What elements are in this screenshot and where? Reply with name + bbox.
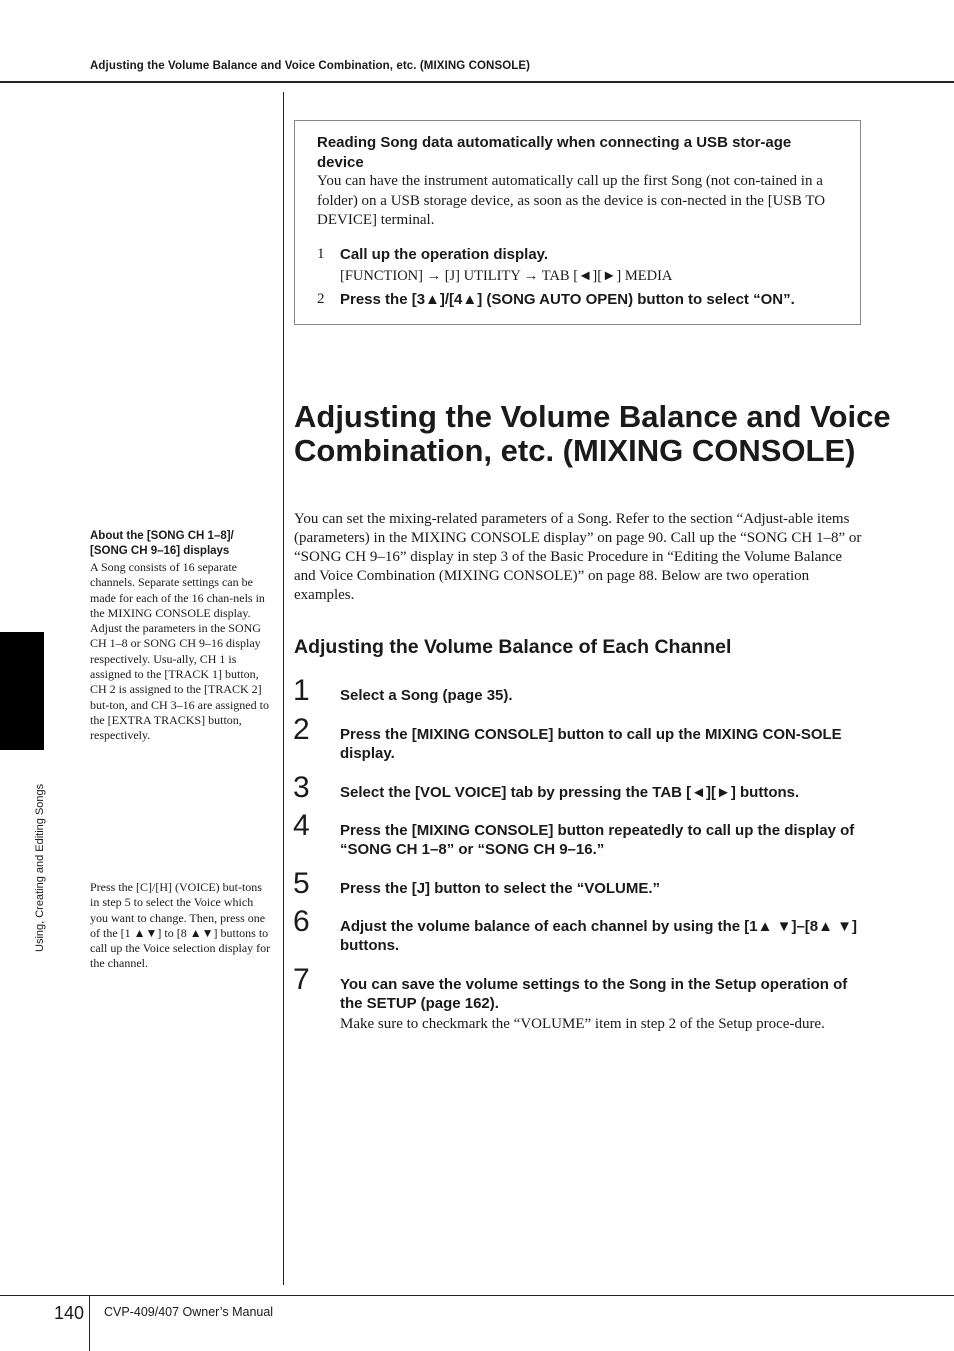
note-box-step-number: 2 (317, 291, 325, 307)
page-number: 140 (54, 1303, 85, 1323)
chapter-tab-label: Using, Creating and Editing Songs (34, 783, 46, 952)
note-box-step-text: Press the [3▲]/[4▲] (SONG AUTO OPEN) button to select “ON”. (340, 291, 795, 308)
subsection-heading: Adjusting the Volume Balance of Each Channel (294, 636, 732, 658)
footer-rule (0, 1295, 954, 1296)
footer-divider (89, 1295, 90, 1351)
step-text: Press the [MIXING CONSOLE] button repeatedly to call up the display of “SONG CH 1–8” or “SONG CH 9–16.” (340, 822, 855, 858)
note-box-step-text: Call up the operation display. (340, 246, 549, 263)
note-box-body: You can have the instrument automatically call up the first Song (not con-tained in a folder) on a USB storage device, as soon as the device is con-nected in the [USB TO DEVICE] terminal. (317, 173, 826, 228)
note-box-step-number: 1 (317, 246, 325, 262)
sidebar-note-body: Press the [C]/[H] (VOICE) but-tons in step 5 to select the Voice which you want to change. Then, press one of the [1 ▲▼] to [8 ▲▼] buttons to call up the Voice selection display for the channel. (90, 880, 271, 971)
step-number: 1 (293, 674, 310, 707)
manual-title: CVP-409/407 Owner’s Manual (104, 1305, 274, 1319)
step-text: Select a Song (page 35). (340, 687, 513, 704)
step-note: Make sure to checkmark the “VOLUME” item in step 2 of the Setup proce-dure. (340, 1016, 825, 1032)
step-text: You can save the volume settings to the Song in the Setup operation of the SETUP (page 162). (340, 976, 848, 1012)
step-text: Adjust the volume balance of each channel by using the [1▲ ▼]–[8▲ ▼] buttons. (340, 918, 857, 954)
intro-paragraph: You can set the mixing-related parameters of a Song. Refer to the section “Adjust-able items (parameters) in the MIXING CONSOLE display” on page 90. Call up the “SONG CH 1–8” or “SONG CH 9–16” display in step 3 of the Basic Procedure in “Editing the Volume Balance and Voice Combination (MIXING CONSOLE)” on page 88. Below are two operation examples. (294, 511, 862, 603)
step-number: 6 (293, 905, 310, 938)
note-box-title: Reading Song data automatically when connecting a USB stor-age device (317, 134, 792, 171)
step-text: Select the [VOL VOICE] tab by pressing the TAB [◄][►] buttons. (340, 784, 800, 801)
step-number: 2 (293, 713, 310, 746)
chapter-tab-marker (0, 632, 44, 750)
note-box-menu-path: [FUNCTION] → [J] UTILITY → TAB [◄][►] MEDIA (340, 268, 673, 284)
step-number: 3 (293, 771, 310, 804)
step-text: Press the [MIXING CONSOLE] button to call up the MIXING CON-SOLE display. (340, 726, 842, 762)
header-rule (0, 81, 954, 83)
step-text: Press the [J] button to select the “VOLUME.” (340, 880, 661, 897)
step-number: 4 (293, 809, 310, 842)
sidebar-note-body: A Song consists of 16 separate channels. Separate settings can be made for each of the 16 chan-nels in the MIXING CONSOLE display. Adjust the parameters in the SONG CH 1–8 or SONG CH 9–16 display respectively. Usu-ally, CH 1 is assigned to the [TRACK 1] button, CH 2 is assigned to the [TRACK 2] but-ton, and CH 3–16 are assigned to the [EXTRA TRACKS] button, respectively. (90, 560, 269, 743)
column-divider (283, 92, 284, 1285)
step-number: 7 (293, 963, 310, 996)
sidebar-note-title: About the [SONG CH 1–8]/ [SONG CH 9–16] displays (90, 530, 234, 557)
section-heading: Adjusting the Volume Balance and Voice Combination, etc. (MIXING CONSOLE) (294, 399, 891, 468)
step-number: 5 (293, 867, 310, 900)
running-head: Adjusting the Volume Balance and Voice Combination, etc. (MIXING CONSOLE) (90, 60, 531, 72)
